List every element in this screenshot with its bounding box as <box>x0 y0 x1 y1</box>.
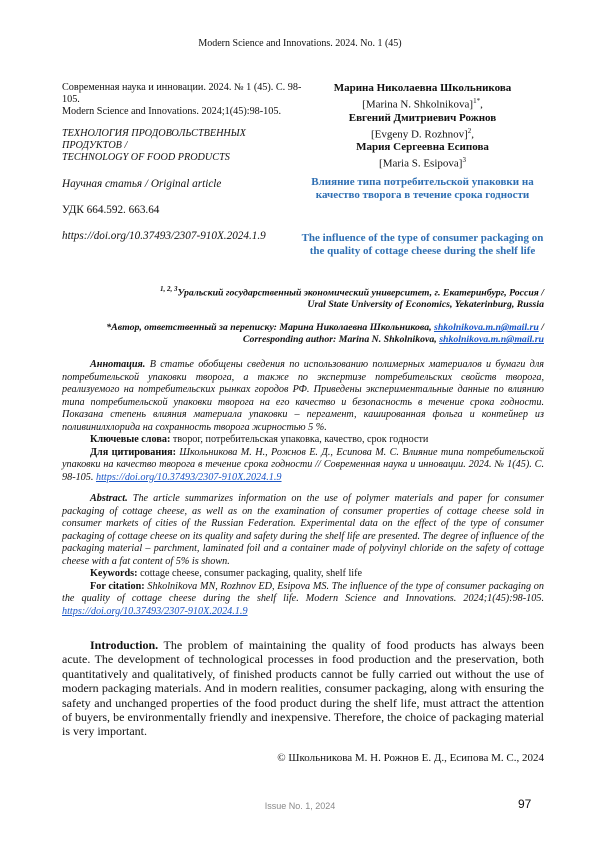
corresponding-sep: / <box>541 322 544 333</box>
abstract-text: В статье обобщены сведения по использованию полимерных материалов и бумаги для потребительской упаковки творога, а также по экспертизе потребительских свойств творога, реализуемого на потребительских рынках городов РФ. Приведены экспериментальные данные по влиянию типа потребительской упаковки творога на его качество и безопасность в течение срока годности. Показана степень влияния материала упаковки – пергамент, кашированная фольга и контейнер из поливинилхлорида на сохранность творога жирностью 5 %. <box>62 359 545 433</box>
rubric-en: TECHNOLOGY OF FOOD PRODUCTS <box>62 152 230 163</box>
journal-citation <box>62 82 302 118</box>
keywords: cottage cheese, consumer packaging, quality, shelf life <box>140 568 363 579</box>
article-type: Научная статья / Original article <box>62 178 222 190</box>
author-sup: 1* <box>473 97 481 105</box>
keywords-label: Ключевые слова: <box>90 434 171 445</box>
intro-text: The problem of maintaining the quality of food products has always been acute. The development of technological processes in food production and the preservation, both quantitatively and qualitatively, of finished products cannot be fully carried out without the use of modern packaging materials. And in modern realities, consumer packaging, along with ensuring the safety and unchanged properties of the food product during the shelf life, must attract the attention of buyers, be environmentally friendly and inexpensive. Therefore, the choice of packaging material is very important. <box>62 638 544 739</box>
author-sep: , <box>471 128 475 141</box>
author-name-en: [Evgeny D. Rozhnov] <box>370 128 468 141</box>
rubric <box>62 128 302 164</box>
author <box>300 112 545 142</box>
affiliation-ru: Уральский государственный экономический университет, г. Екатеринбург, Россия / <box>177 287 544 299</box>
doi-link[interactable]: https://doi.org/10.37493/2307-910X.2024.1.9 <box>62 605 248 617</box>
citation-ru: Современная наука и инновации. 2024. № 1 (45). С. 98-105. <box>62 82 302 105</box>
doi-link[interactable]: https://doi.org/10.37493/2307-910X.2024.1.9 <box>62 230 266 242</box>
page-number: 97 <box>518 797 532 811</box>
abstract-text: The article summarizes information on the use of polymer materials and paper for consumer packaging of cottage cheese, as well as on the examination of consumer properties of cottage cheese sold in consumer markets of cities of the Russian Federation. Experimental data on the effect of the type of consumer packaging of cottage cheese on its quality and safety during the shelf life are presented. The degree of influence of the packaging material – parchment, laminated foil and a container made of polyvinyl chloride on the safety of cottage cheese with a fat content of 5% is shown. <box>62 493 545 567</box>
abstract-label: Аннотация. <box>90 359 146 370</box>
author-name-ru: Мария Сергеевна Есипова <box>356 141 489 154</box>
email-link[interactable]: shkolnikova.m.n@mail.ru <box>439 334 544 345</box>
author-name-en: [Maria S. Esipova] <box>379 157 463 170</box>
introduction <box>62 638 544 739</box>
title-en: The influence of the type of consumer packaging on the quality of cottage cheese during the shelf life <box>301 232 544 257</box>
footer-issue: Issue No. 1, 2024 <box>264 801 336 811</box>
copyright: © Школьникова М. Н. Рожнов Е. Д., Есипова М. С., 2024 <box>277 752 544 764</box>
author-name-ru: Марина Николаевна Школьникова <box>333 82 512 94</box>
author <box>300 82 545 112</box>
citation-text: Школьникова М. Н., Рожнов Е. Д., Есипова М. С. Влияние типа потребительской упаковки на качество творога в течение срока годности // Современная наука и инновации. 2024. № 1(45). С. 98-105. <box>62 446 544 483</box>
affiliation-en: Ural State University of Economics, Yekaterinburg, Russia <box>307 299 544 311</box>
affiliation <box>62 283 544 311</box>
citation-en: Modern Science and Innovations. 2024;1(45):98-105. <box>62 106 281 117</box>
authors-block <box>300 82 545 171</box>
keywords-label: Keywords: <box>90 568 138 579</box>
author-name-ru: Евгений Дмитриевич Рожнов <box>348 111 497 124</box>
doi-link[interactable]: https://doi.org/10.37493/2307-910X.2024.1.9 <box>95 471 282 483</box>
intro-label: Introduction. <box>90 638 159 652</box>
keywords: творог, потребительская упаковка, качество, срок годности <box>172 434 429 445</box>
abstract-en <box>62 493 544 618</box>
rubric-ru: ТЕХНОЛОГИЯ ПРОДОВОЛЬСТВЕННЫХ ПРОДУКТОВ / <box>62 128 246 151</box>
citation-label: Для цитирования: <box>90 446 176 458</box>
abstract-ru <box>62 359 544 484</box>
title-ru: Влияние типа потребительской упаковки на качество творога в течение срока годности <box>311 176 534 201</box>
author-sep: , <box>480 98 483 111</box>
author-sup: 2 <box>467 126 472 135</box>
corresponding-author <box>62 322 544 346</box>
citation-label: For citation: <box>90 580 145 592</box>
citation-block <box>62 82 302 242</box>
affiliation-sup: 1, 2, 3 <box>160 285 178 293</box>
abstract-label: Abstract. <box>90 493 128 504</box>
corresponding-en: Corresponding author: Marina N. Shkolnikova, <box>242 334 437 345</box>
corresponding-ru: *Автор, ответственный за переписку: Марина Николаевна Школьникова, <box>106 322 432 333</box>
udc-code: УДК 664.592. 663.64 <box>62 204 160 216</box>
author-sup: 3 <box>462 156 466 165</box>
journal-header: Modern Science and Innovations. 2024. No. 1 (45) <box>198 38 402 49</box>
citation-text: Shkolnikova MN, Rozhnov ED, Esipova MS. The influence of the type of consumer packaging on the quality of cottage cheese during the shelf life. Modern Science and Innovations. 2024;1(45):98-105. <box>62 580 544 604</box>
author <box>300 141 545 171</box>
email-link[interactable]: shkolnikova.m.n@mail.ru <box>434 322 539 333</box>
author-name-en: [Marina N. Shkolnikova] <box>362 98 474 111</box>
